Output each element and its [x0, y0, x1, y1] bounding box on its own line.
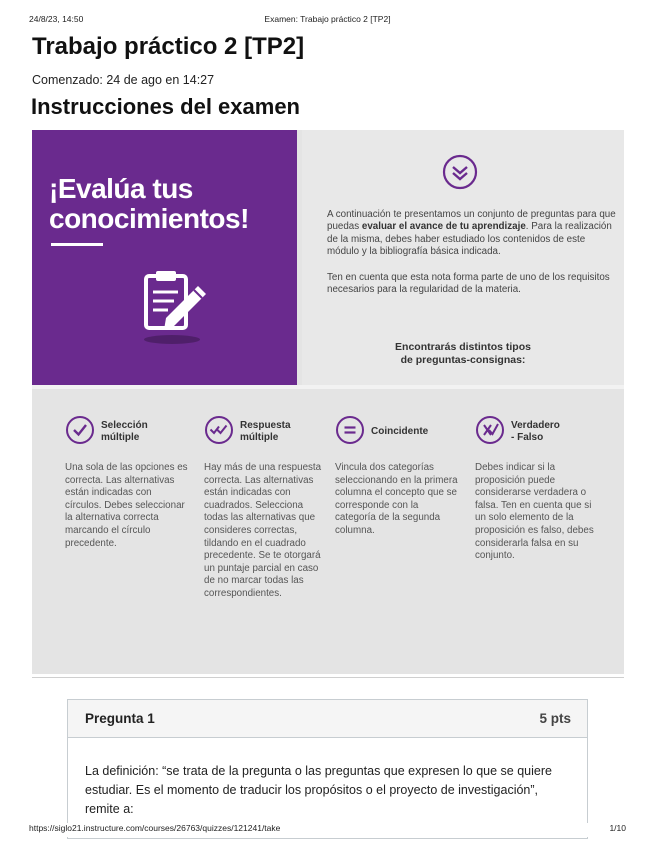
type-description: Una sola de las opciones es correcta. Las alternativas están indicadas con círculos. Debes seleccionar la alternativa correcta marcando el círculo precedente.: [65, 462, 188, 549]
double-check-circle-icon: [204, 415, 234, 445]
type-label: Respuesta múltiple: [240, 420, 291, 443]
type-description: Debes indicar si la proposición puede considerarse verdadera o falsa. Ten en cuenta que si un solo elemento de la proposición es falso, debes considerarla falsa en su conjunto.: [475, 462, 594, 562]
clipboard-pencil-icon: [138, 268, 210, 340]
type-description: Vincula dos categorías seleccionando en la primera columna el concepto que se corresponde con la categoría de la segunda columna.: [335, 462, 458, 536]
intro-text: A continuación te presentamos un conjunto de preguntas para que puedas evaluar el avance de tu aprendizaje. Para la realización de la misma, debes haber estudiado los contenidos de este módulo y la bibliografía básica indicada. Ten en cuenta que esta nota forma parte de uno de los requisitos necesarios para la regularidad de la materia.: [327, 209, 616, 296]
question-points: 5 pts: [539, 711, 571, 726]
question-text: La definición: “se trata de la pregunta o las preguntas que expresen lo que se quiere estudiar. Es el momento de traducir los propósitos o el proyecto de investigación”, remite a:: [85, 764, 552, 816]
type-label: Verdadero - Falso: [511, 420, 560, 443]
print-page-number: 1/10: [609, 823, 626, 833]
check-cross-circle-icon: [475, 415, 505, 445]
page-title: Trabajo práctico 2 [TP2]: [32, 33, 305, 60]
banner-divider: [32, 385, 624, 389]
headline-underline: [51, 243, 103, 246]
banner-intro-panel: [302, 130, 624, 385]
question-name: Pregunta 1: [85, 711, 155, 726]
print-footer: [29, 823, 626, 837]
equals-circle-icon: [335, 415, 365, 445]
banner-purple-panel: [32, 130, 297, 385]
check-circle-icon: [65, 415, 95, 445]
instructions-banner: [32, 130, 624, 674]
banner-headline: ¡Evalúa tus conocimientos!: [49, 173, 249, 234]
question-header: [68, 700, 587, 738]
type-description: Hay más de una respuesta correcta. Las alternativas están indicadas con cuadrados. Selecciona todas las alternativas que consideres correctas, tildando en el cuadrado precedente. Se te otorgará un puntaje parcial en caso de no marcar todas las correspondientes.: [204, 462, 322, 599]
instructions-title: Instrucciones del examen: [31, 94, 300, 119]
question-types-heading: Encontrarás distintos tipos de preguntas-consignas:: [395, 341, 531, 366]
question-card: [67, 699, 588, 839]
print-header: [29, 14, 626, 26]
started-timestamp: Comenzado: 24 de ago en 14:27: [32, 73, 215, 87]
icon-shadow: [144, 335, 200, 344]
type-label: Coincidente: [371, 426, 429, 437]
print-url: https://siglo21.instructure.com/courses/26763/quizzes/121241/take: [29, 823, 281, 833]
print-date: 24/8/23, 14:50: [29, 14, 84, 24]
chevron-down-circle-icon: [442, 154, 478, 190]
print-title: Examen: Trabajo práctico 2 [TP2]: [264, 14, 391, 24]
type-label: Selección múltiple: [101, 420, 148, 443]
section-divider: [32, 677, 624, 678]
